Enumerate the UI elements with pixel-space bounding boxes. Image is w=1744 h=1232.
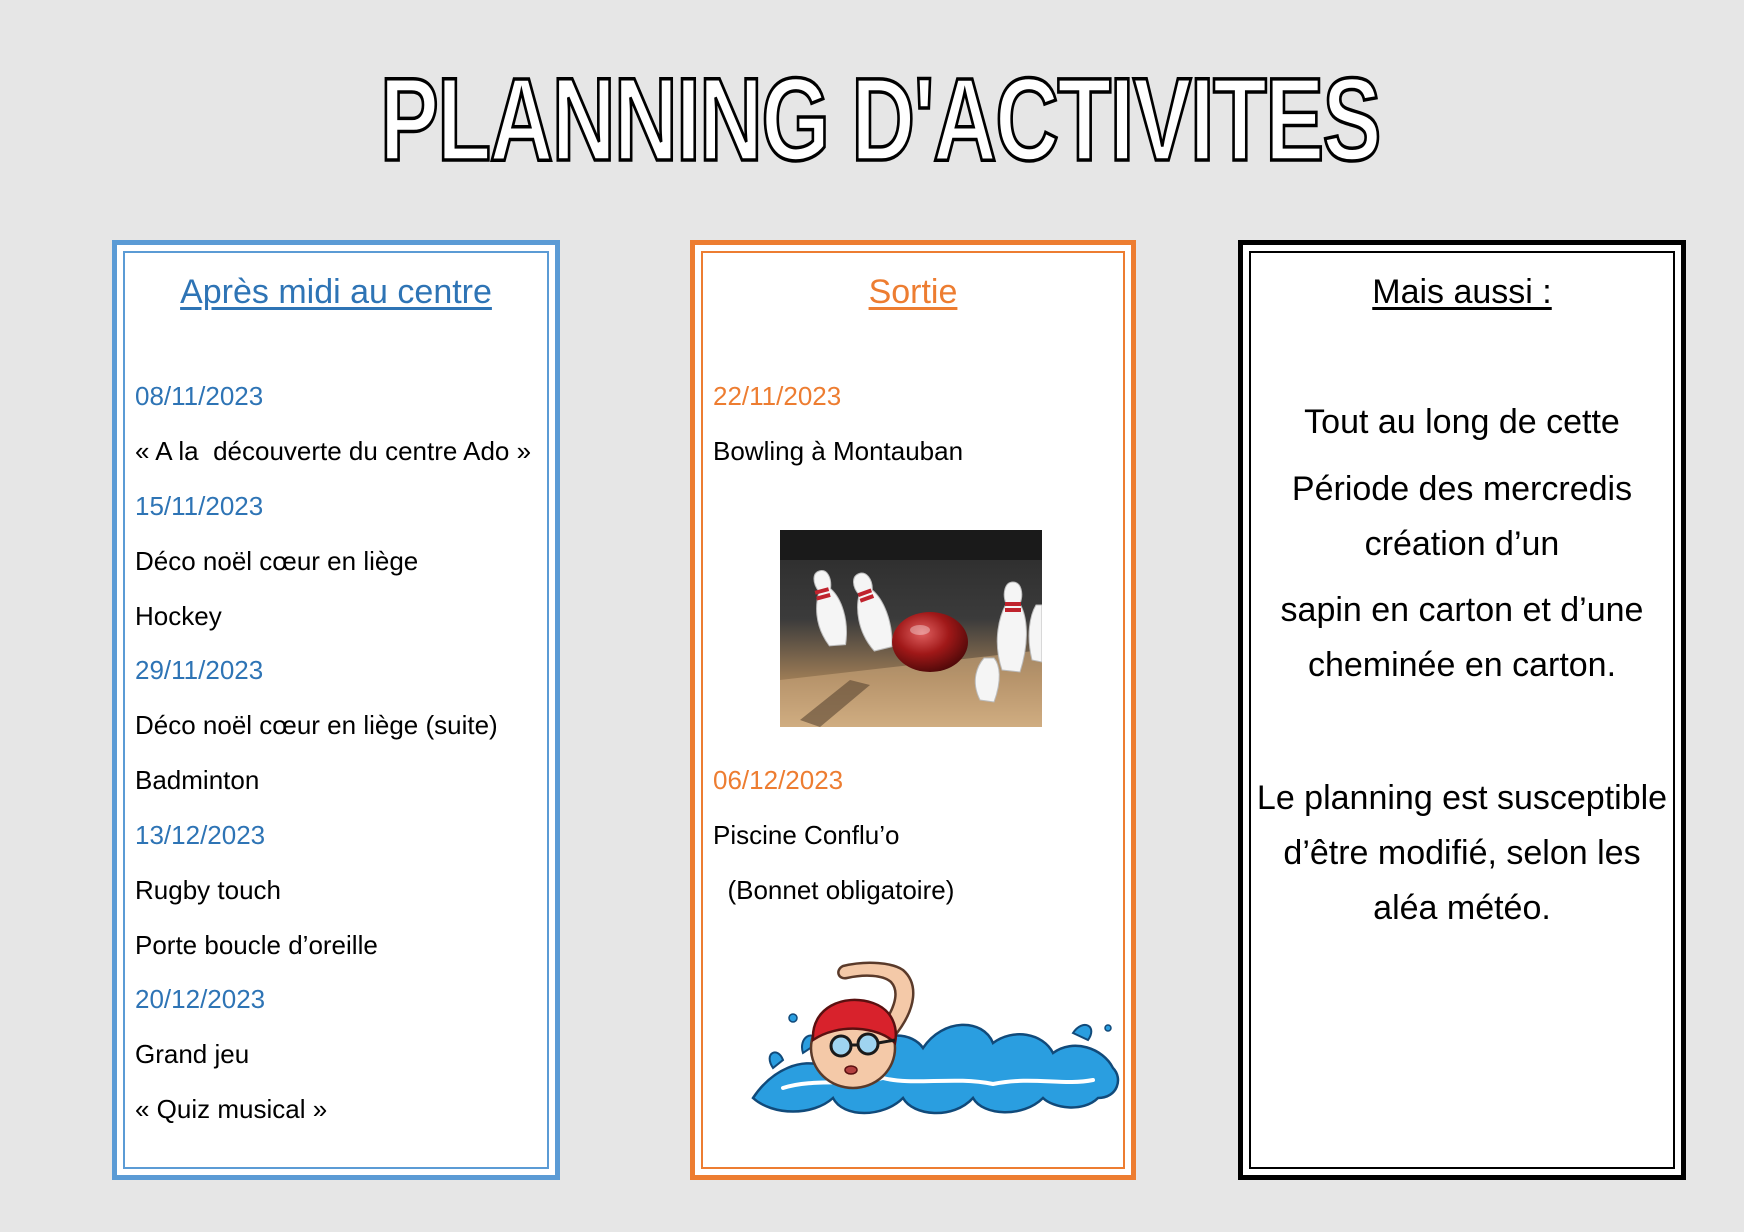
centre-item: Hockey bbox=[135, 601, 222, 631]
mais-aussi-line: Le planning est susceptible bbox=[1256, 779, 1668, 817]
centre-date-3: 29/11/2023 bbox=[135, 655, 264, 685]
centre-item: Porte boucle d’oreille bbox=[135, 930, 378, 960]
sortie-heading: Sortie bbox=[868, 273, 958, 311]
bowling-pins-image bbox=[780, 530, 1042, 727]
sortie-panel bbox=[690, 240, 1136, 1180]
sortie-item: (Bonnet obligatoire) bbox=[713, 875, 955, 905]
mais-aussi-heading: Mais aussi : bbox=[1372, 273, 1552, 311]
centre-item: Rugby touch bbox=[135, 875, 281, 905]
centre-date-4: 13/12/2023 bbox=[135, 820, 266, 850]
centre-panel bbox=[112, 240, 560, 1180]
centre-panel-inner-border bbox=[123, 251, 549, 1169]
page-title bbox=[0, 42, 1744, 182]
sortie-panel-inner-border bbox=[701, 251, 1125, 1169]
centre-item: « Quiz musical » bbox=[135, 1094, 328, 1124]
page-title-outline bbox=[0, 42, 1744, 182]
centre-item: Déco noël cœur en liège (suite) bbox=[135, 710, 498, 740]
sortie-item: Bowling à Montauban bbox=[713, 436, 964, 466]
mais-aussi-line: création d’un bbox=[1364, 525, 1560, 563]
centre-item: « A la découverte du centre Ado » bbox=[135, 436, 532, 466]
mais-aussi-panel bbox=[1238, 240, 1686, 1180]
centre-heading: Après midi au centre bbox=[180, 273, 492, 311]
centre-date-1: 08/11/2023 bbox=[135, 381, 264, 411]
centre-date-5: 20/12/2023 bbox=[135, 984, 266, 1014]
mais-aussi-line: Tout au long de cette bbox=[1304, 403, 1620, 441]
sortie-date-1: 22/11/2023 bbox=[713, 381, 842, 411]
mais-aussi-line: Période des mercredis bbox=[1291, 470, 1633, 508]
mais-aussi-panel-inner-border bbox=[1249, 251, 1675, 1169]
mais-aussi-line: cheminée en carton. bbox=[1307, 646, 1617, 684]
mais-aussi-line: d’être modifié, selon les bbox=[1283, 834, 1641, 872]
centre-item: Grand jeu bbox=[135, 1039, 250, 1069]
centre-date-2: 15/11/2023 bbox=[135, 491, 264, 521]
mais-aussi-line: aléa météo. bbox=[1373, 889, 1551, 927]
swimmer-image bbox=[743, 948, 1133, 1128]
sortie-item: Piscine Conflu’o bbox=[713, 820, 900, 850]
sortie-date-2: 06/12/2023 bbox=[713, 765, 844, 795]
centre-item: Déco noël cœur en liège bbox=[135, 546, 419, 576]
page-title-text: PLANNING D'ACTIVITES bbox=[380, 54, 1380, 182]
mais-aussi-line: sapin en carton et d’une bbox=[1280, 591, 1644, 629]
centre-item: Badminton bbox=[135, 765, 260, 795]
